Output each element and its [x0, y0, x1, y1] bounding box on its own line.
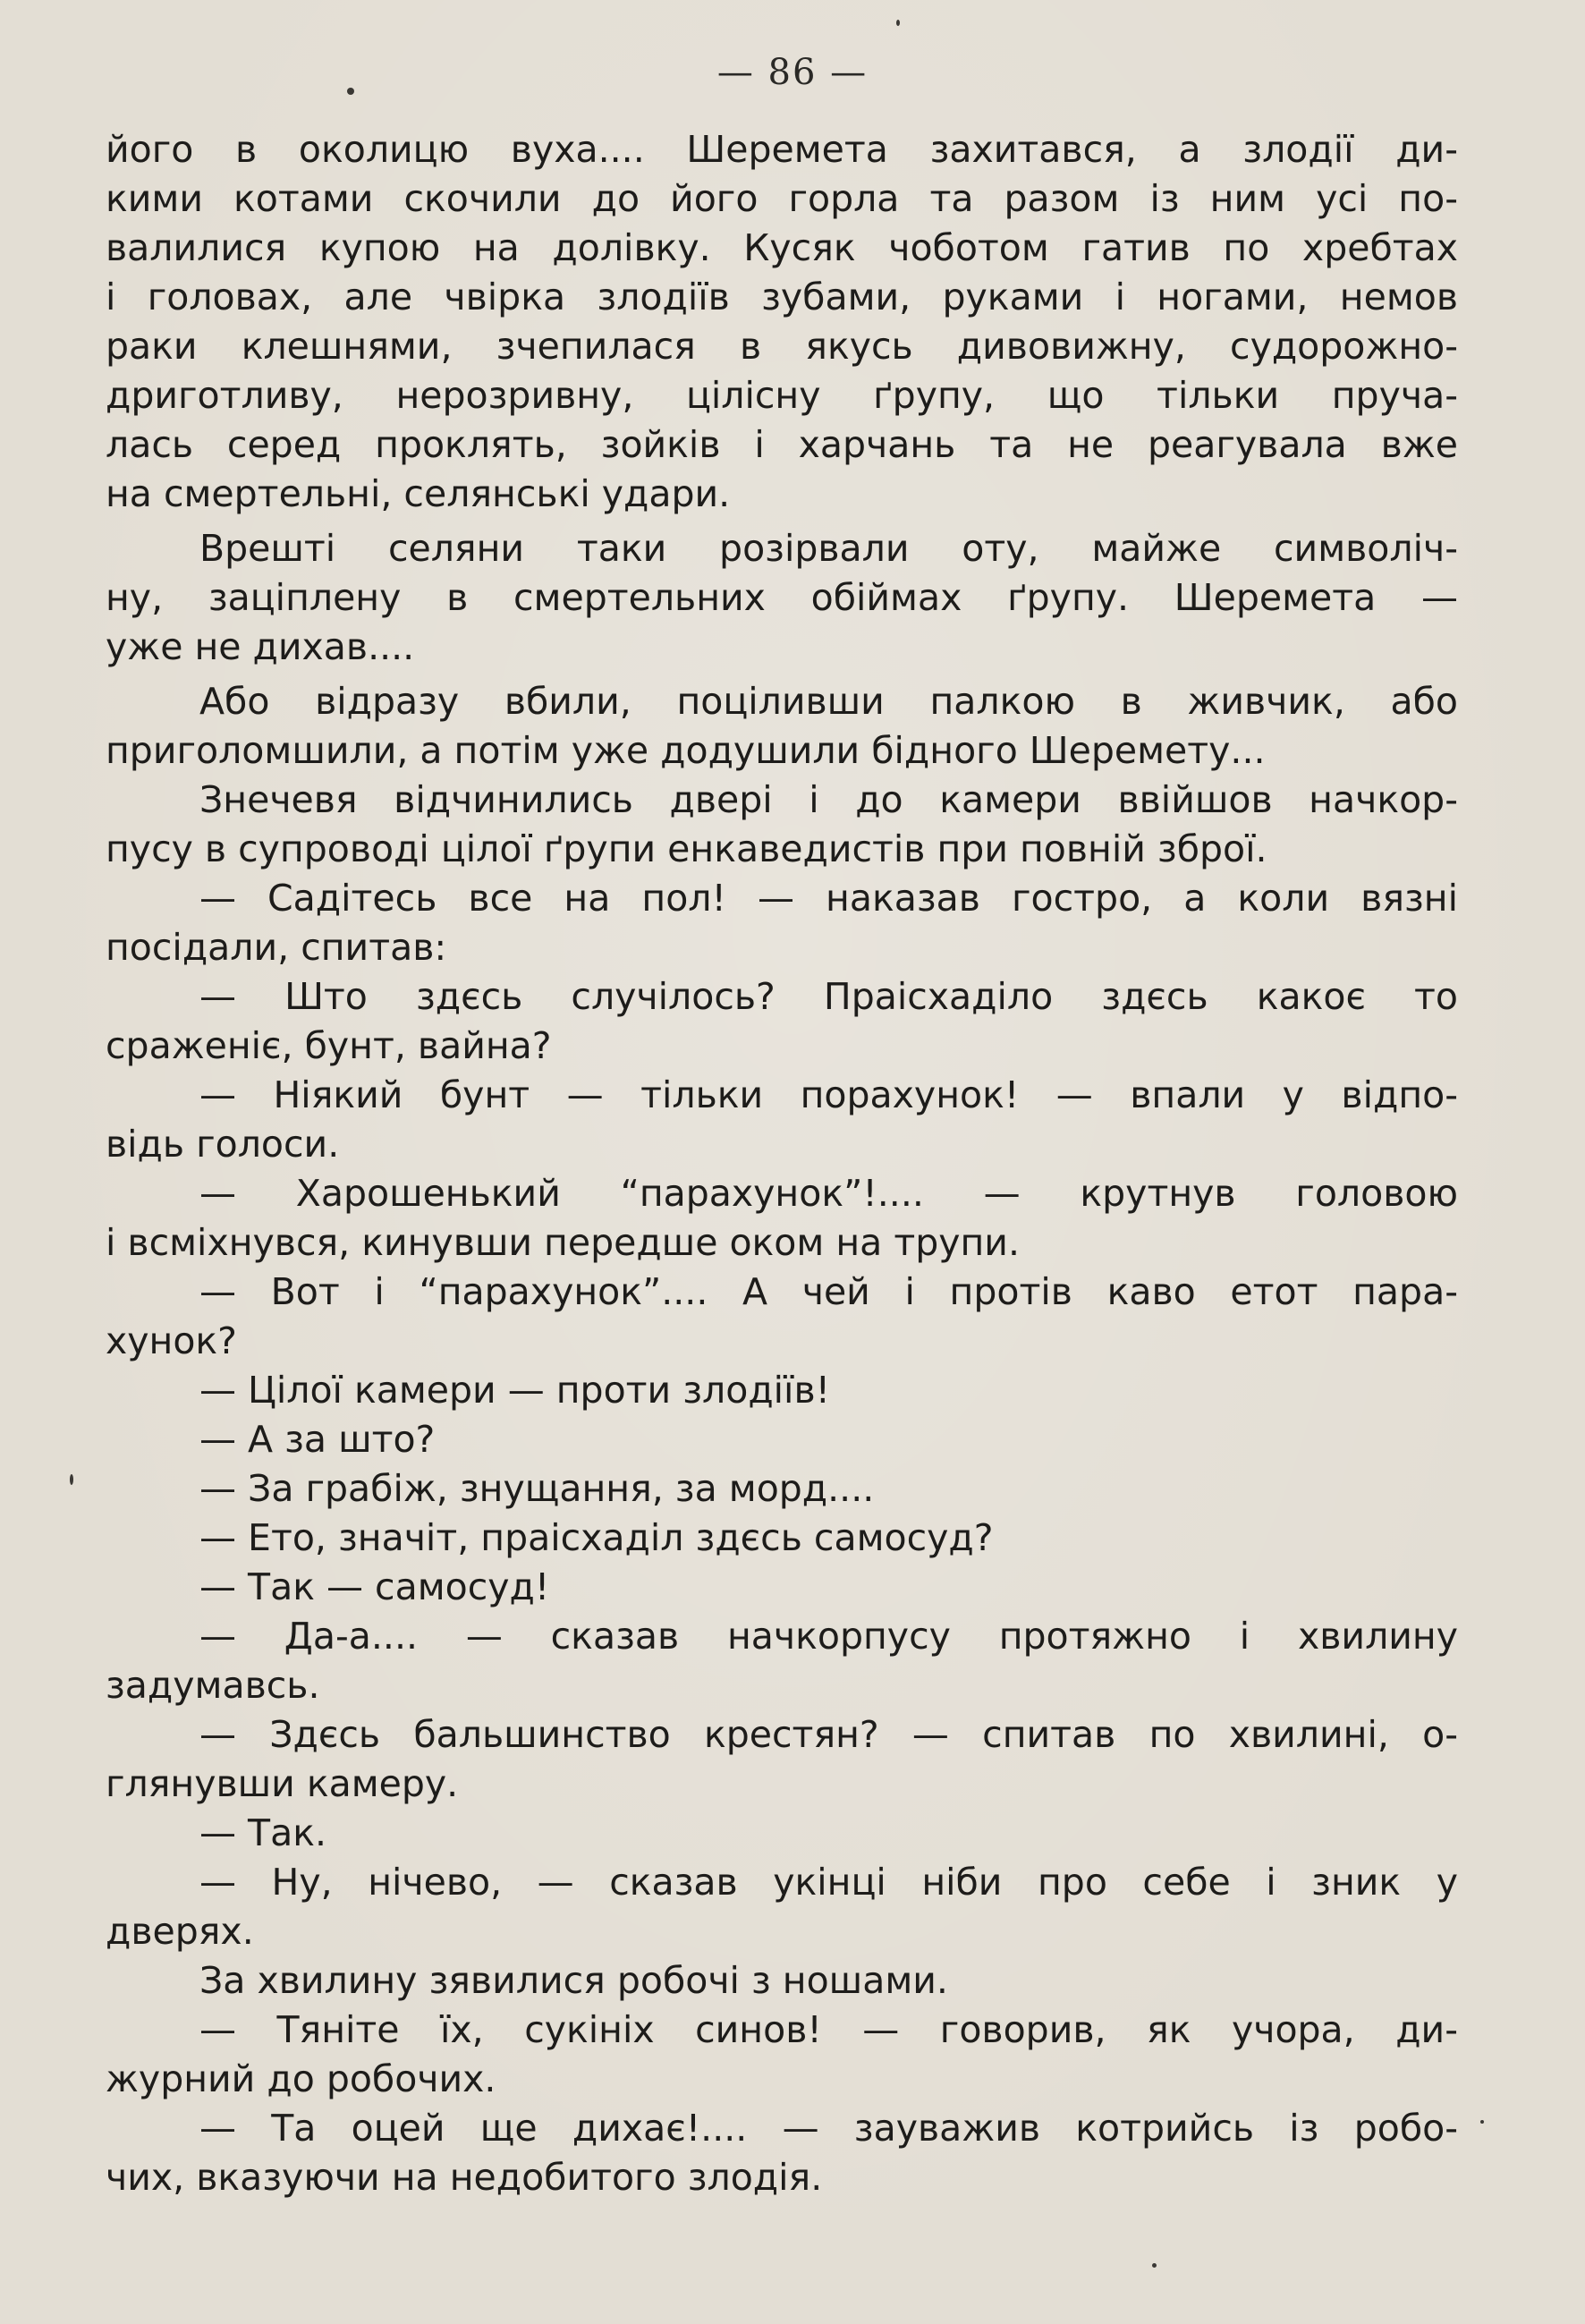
text-line: приголомшили, а потім уже додушили бідного Шеремету...	[106, 729, 1266, 772]
text-line: — Харошенький “парахунок”!.... — крутнув головою	[199, 1172, 1458, 1215]
text-line: уже не дихав....	[106, 625, 415, 668]
text-line: — А за што?	[199, 1418, 436, 1461]
print-speck	[70, 1474, 73, 1485]
text-line: — Ніякий бунт — тільки порахунок! — впали у відпо-	[199, 1073, 1458, 1116]
print-speck	[1152, 2263, 1157, 2268]
text-line: дриготливу, нерозривну, цілісну ґрупу, що тільки пруча-	[106, 374, 1458, 417]
text-line: і головах, але чвірка злодіїв зубами, руками і ногами, немов	[106, 276, 1458, 318]
text-line: валилися купою на долівку. Кусяк чоботом гатив по хребтах	[106, 226, 1458, 269]
text-line: — За грабіж, знущання, за морд....	[199, 1467, 875, 1510]
text-line: — Ну, нічево, — сказав укінці ніби про себе і зник у	[199, 1861, 1458, 1904]
page-number: — 86 —	[716, 52, 869, 93]
text-line: — Ето, значіт, праісхаділ здєсь самосуд?	[199, 1516, 994, 1559]
text-line: кими котами скочили до його горла та разом із ним усі по-	[106, 177, 1458, 220]
text-line: — Садітесь все на пол! — наказав гостро, а коли вязні	[199, 877, 1458, 920]
text-line: на смертельні, селянські удари.	[106, 472, 731, 515]
text-line: За хвилину зявилися робочі з ношами.	[199, 1959, 948, 2002]
text-line: чих, вказуючи на недобитого злодія.	[106, 2156, 823, 2199]
text-line: журний до робочих.	[106, 2057, 496, 2100]
text-line: Знечевя відчинились двері і до камери ввійшов начкор-	[199, 778, 1458, 821]
text-line: задумавсь.	[106, 1664, 320, 1707]
text-line: відь голоси.	[106, 1123, 340, 1166]
text-line: лась серед проклять, зойків і харчань та не реагувала вже	[106, 423, 1458, 466]
text-line: — Цілої камери — проти злодіїв!	[199, 1369, 831, 1412]
text-line: Врешті селяни таки розірвали оту, майже символіч-	[199, 527, 1458, 570]
text-line: — Здєсь бальшинство крестян? — спитав по хвилині, о-	[199, 1713, 1458, 1756]
text-line: — Вот і “парахунок”.... А чей і протів каво етот пара-	[199, 1270, 1458, 1313]
print-speck	[347, 88, 354, 95]
text-line: — Тяніте їх, сукініх синов! — говорив, як учора, ди-	[199, 2008, 1458, 2051]
text-line: раки клешнями, зчепилася в якусь дивовижну, судорожно-	[106, 325, 1458, 368]
text-line: і всміхнувся, кинувши передше оком на трупи.	[106, 1221, 1020, 1264]
text-line: посідали, спитав:	[106, 926, 447, 969]
text-line: — Да-а.... — сказав начкорпусу протяжно і хвилину	[199, 1615, 1458, 1658]
print-speck	[1480, 2120, 1484, 2124]
text-line: сраженіє, бунт, вайна?	[106, 1024, 552, 1067]
text-line: глянувши камеру.	[106, 1762, 459, 1805]
print-speck	[896, 20, 900, 26]
text-line: — Так — самосуд!	[199, 1565, 550, 1608]
text-line: — Та оцей ще дихає!.... — зауважив котрийсь із робо-	[199, 2107, 1458, 2150]
text-line: ну, заціплену в смертельних обіймах ґрупу. Шеремета —	[106, 576, 1458, 619]
text-line: — Так.	[199, 1811, 326, 1854]
text-line: його в околицю вуха.... Шеремета захитався, а злодії ди-	[106, 128, 1458, 171]
text-line: — Што здєсь случілось? Праісхаділо здєсь какоє то	[199, 975, 1458, 1018]
body-text	[106, 125, 1458, 2202]
text-line: пусу в супроводі цілої ґрупи енкаведистів при повній зброї.	[106, 827, 1267, 870]
text-line: хунок?	[106, 1319, 237, 1362]
text-line: Або відразу вбили, поціливши палкою в живчик, або	[199, 680, 1458, 723]
text-line: дверях.	[106, 1910, 254, 1953]
